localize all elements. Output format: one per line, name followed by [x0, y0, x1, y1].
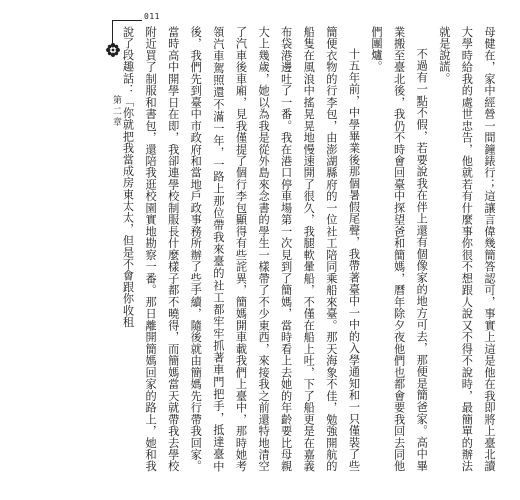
paragraph: 母健在，家中經營一間鐘錶行；這讓言偉幾簡答認可，事實上這是他在我即將上臺北讀大學時給我的處世忠告，他就若有什麼事你很不想跟人說又不得不說時，最簡單的辦法就是說謊。 — [437, 26, 496, 472]
body-text — [121, 26, 500, 472]
paragraph: 十五年前，中學畢業後那個暑假尾聲，我帶著臺中一中的入學通知和一只僅裝了些簡便衣物的行李包，由澎湖縣府的一位社工陪同乘船來臺。那天海象不佳，勉強開航的船隻在風浪中搖晃晃地慢速開了很久，我腿軟暈船，不僅在船上吐，下了船更是在嘉義布袋港邊吐了一番。我在港口停車場第一次見到了簡媽，當時看上去她的年齡要比母親大上幾歲，她以為我是從外島來念書的學生一樣帶了不少東西，來接我之前還特地清空了汽車後車廂，見我僅提了個行李包顯得有些詫異，簡媽開車載我們上臺中，那時她考領汽車駕照還不滿一年，一路上那位帶我來臺的社工都牢牢抓著車門把手，抵達臺中後，我們先到臺中市政府和當地戶政事務所辦了些手續，隨後就由簡媽先行帶我回家。當時高中開學日在即，我卻連學校制服長什麼樣子都不曉得，而簡媽當天就帶我去學校附近買了制服和書包，還陪我逛校園實地勘察一番。那日離開簡媽回家的路上，她和我說了段趣話：「你就把我當成房東太太，但是不會跟你收租 — [121, 26, 361, 472]
page-number: 011 — [144, 12, 160, 21]
paragraph: 不過有一點不假，若要說我在伴上還有個像家的地方可去，那便是簡爸家。高中畢業搬至臺北後，我仍不時會回臺中探望爸和簡媽，曆年除夕夜他們也都會要我回去同他們團爐。 — [370, 26, 429, 472]
header-rule-horizontal — [112, 20, 142, 21]
running-chapter-label: 第二章 — [111, 95, 121, 128]
